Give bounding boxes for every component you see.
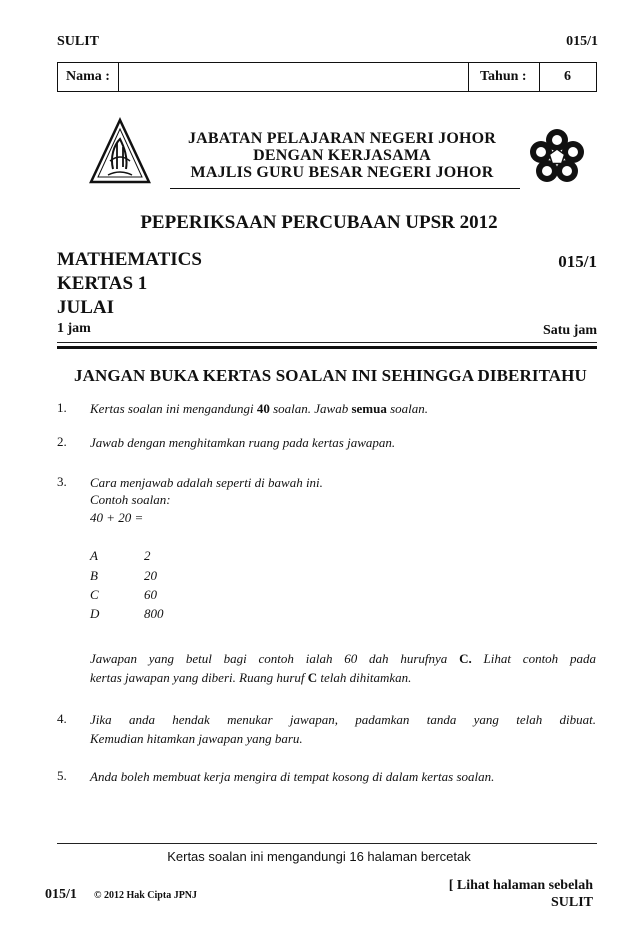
footer-divider — [57, 843, 597, 844]
option-a-letter: A — [90, 548, 98, 563]
option-d-value: 800 — [144, 606, 164, 621]
classification-label: SULIT — [57, 34, 100, 49]
instruction-4-line-1: Jika anda hendak menukar jawapan, padamkan tanda yang telah dibuat. — [90, 712, 596, 727]
example-question: 40 + 20 = — [90, 510, 144, 525]
exam-title: PEPERIKSAAN PERCUBAAN UPSR 2012 — [140, 212, 498, 233]
option-a-value: 2 — [144, 548, 151, 563]
example-note-line-1: Jawapan yang betul bagi contoh ialah 60 dah hurufnya C. Lihat contoh pada — [90, 651, 596, 666]
institution-underline — [170, 188, 520, 189]
page-count-note: Kertas soalan ini mengandungi 16 halaman bercetak — [167, 849, 471, 864]
copyright-notice: © 2012 Hak Cipta JPNJ — [94, 890, 198, 901]
do-not-open-warning: JANGAN BUKA KERTAS SOALAN INI SEHINGGA DIBERITAHU — [74, 366, 587, 385]
option-c-letter: C — [90, 587, 99, 602]
option-c-value: 60 — [144, 587, 157, 602]
institution-line-2: DENGAN KERJASAMA — [253, 147, 431, 164]
footer-classification: SULIT — [550, 895, 593, 910]
instruction-1-text: Kertas soalan ini mengandungi 40 soalan. Jawab semua soalan. — [90, 401, 429, 416]
instruction-5-number: 5. — [57, 768, 67, 783]
paper-number: KERTAS 1 — [57, 273, 148, 294]
subject-name: MATHEMATICS — [57, 249, 202, 270]
see-next-page: [ Lihat halaman sebelah — [448, 878, 593, 893]
duration-right: Satu jam — [542, 323, 597, 338]
name-year-box — [57, 62, 597, 92]
instruction-1-number: 1. — [57, 400, 67, 415]
option-b-value: 20 — [144, 568, 157, 583]
option-b-letter: B — [90, 568, 98, 583]
exam-month: JULAI — [57, 297, 115, 318]
johor-education-emblem — [88, 117, 152, 187]
instruction-2-text: Jawab dengan menghitamkan ruang pada kertas jawapan. — [90, 435, 396, 450]
instruction-3-number: 3. — [57, 474, 67, 489]
year-value: 6 — [564, 69, 571, 84]
year-label: Tahun : — [480, 69, 527, 84]
example-note-line-2: kertas jawapan yang diberi. Ruang huruf C telah dihitamkan. — [90, 670, 412, 685]
instruction-5-text: Anda boleh membuat kerja mengira di tempat kosong di dalam kertas soalan. — [90, 769, 495, 784]
instruction-4-line-2: Kemudian hitamkan jawapan yang baru. — [90, 731, 303, 746]
instruction-3-line-2: Contoh soalan: — [90, 492, 171, 507]
divider-thick — [57, 346, 597, 349]
footer-paper-code: 015/1 — [45, 887, 77, 902]
headmasters-council-emblem — [527, 117, 587, 197]
duration-left: 1 jam — [57, 321, 91, 336]
instruction-2-number: 2. — [57, 434, 67, 449]
institution-line-1: JABATAN PELAJARAN NEGERI JOHOR — [187, 130, 497, 147]
divider-thin — [57, 342, 597, 343]
instruction-4-number: 4. — [57, 711, 67, 726]
instruction-3-line-1: Cara menjawab adalah seperti di bawah ini. — [90, 475, 323, 490]
option-d-letter: D — [90, 606, 100, 621]
institution-line-3: MAJLIS GURU BESAR NEGERI JOHOR — [190, 164, 494, 181]
subject-code: 015/1 — [558, 252, 597, 271]
name-field[interactable] — [120, 63, 520, 91]
paper-code-top: 015/1 — [566, 34, 598, 49]
name-label: Nama : — [66, 69, 110, 84]
